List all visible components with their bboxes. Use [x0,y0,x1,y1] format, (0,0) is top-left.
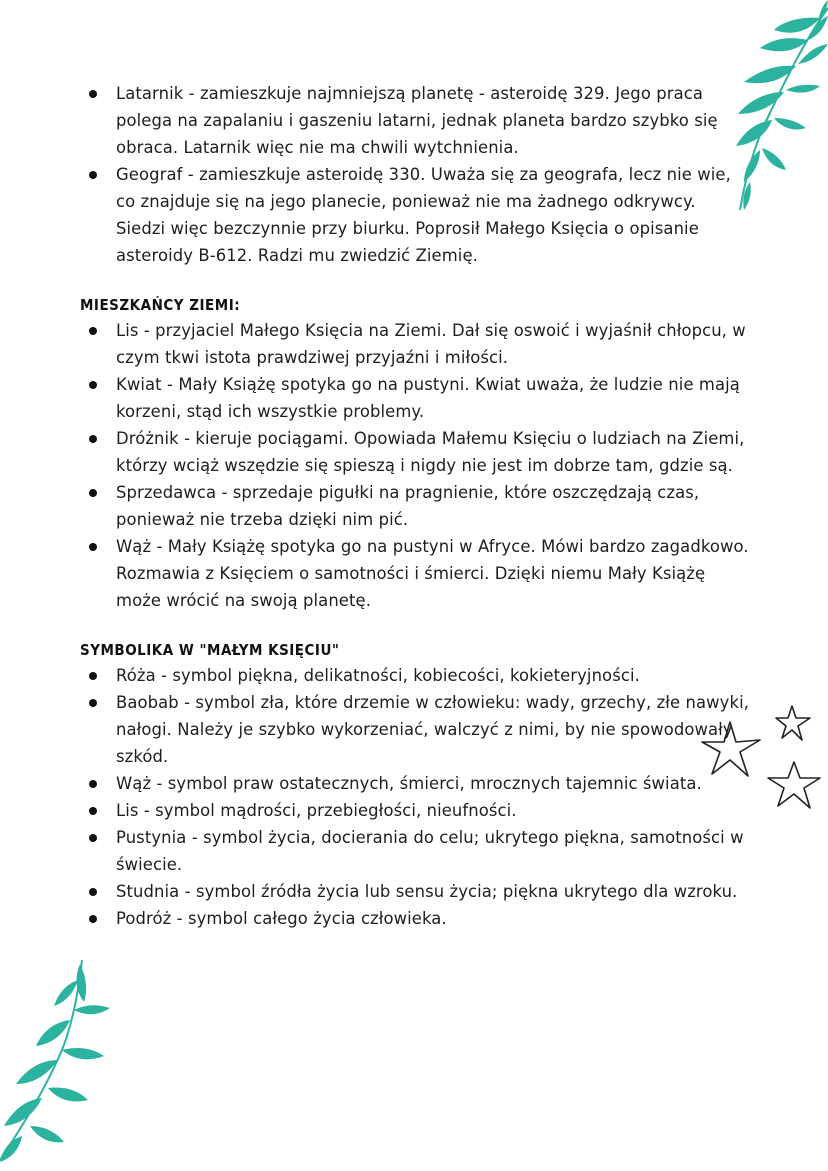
list-item: Kwiat - Mały Książę spotyka go na pustyni. Kwiat uważa, że ludzie nie mają korzeni, stąd ich wszystkie problemy. [80,371,750,425]
list-item: Podróż - symbol całego życia człowieka. [80,905,750,932]
list-item: Róża - symbol piękna, delikatności, kobiecości, kokieteryjności. [80,662,750,689]
leaf-branch-icon [0,950,120,1171]
list-item: Dróżnik - kieruje pociągami. Opowiada Małemu Księciu o ludziach na Ziemi, którzy wciąż wszędzie się spieszą i nigdy nie jest im dobrze tam, gdzie są. [80,425,750,479]
list-item: Baobab - symbol zła, które drzemie w człowieku: wady, grzechy, złe nawyki, nałogi. Należy je szybko wykorzeniać, walczyć z nimi, by nie spowodowały szkód. [80,689,750,770]
planet-residents-list [80,80,750,269]
earth-residents-list [80,317,750,614]
list-item: Latarnik - zamieszkuje najmniejszą planetę - asteroidę 329. Jego praca polega na zapalaniu i gaszeniu latarni, jednak planeta bardzo szybko się obraca. Latarnik więc nie ma chwili wytchnienia. [80,80,750,161]
list-item: Wąż - symbol praw ostatecznych, śmierci, mrocznych tajemnic świata. [80,770,750,797]
list-item: Pustynia - symbol życia, docierania do celu; ukrytego piękna, samotności w świecie. [80,824,750,878]
list-item: Lis - przyjaciel Małego Księcia na Ziemi. Dał się oswoić i wyjaśnił chłopcu, w czym tkwi istota prawdziwej przyjaźni i miłości. [80,317,750,371]
list-item: Sprzedawca - sprzedaje pigułki na pragnienie, które oszczędzają czas, ponieważ nie trzeba dzięki nim pić. [80,479,750,533]
list-item: Studnia - symbol źródła życia lub sensu życia; piękna ukrytego dla wzroku. [80,878,750,905]
list-item: Wąż - Mały Książę spotyka go na pustyni w Afryce. Mówi bardzo zagadkowo. Rozmawia z Księciem o samotności i śmierci. Dzięki niemu Mały Książę może wrócić na swoją planetę. [80,533,750,614]
section-heading-earth: MIESZKAŃCY ZIEMI: [80,296,241,314]
list-item: Geograf - zamieszkuje asteroidę 330. Uważa się za geografa, lecz nie wie, co znajduje się na jego planecie, ponieważ nie ma żadnego odkrywcy. Siedzi więc bezczynnie przy biurku. Poprosił Małego Księcia o opisanie asteroidy B-612. Radzi mu zwiedzić Ziemię. [80,161,750,269]
section-heading-symbolism: SYMBOLIKA W "MAŁYM KSIĘCIU" [80,641,340,659]
symbolism-list [80,662,750,932]
document-body [80,80,750,932]
list-item: Lis - symbol mądrości, przebiegłości, nieufności. [80,797,750,824]
